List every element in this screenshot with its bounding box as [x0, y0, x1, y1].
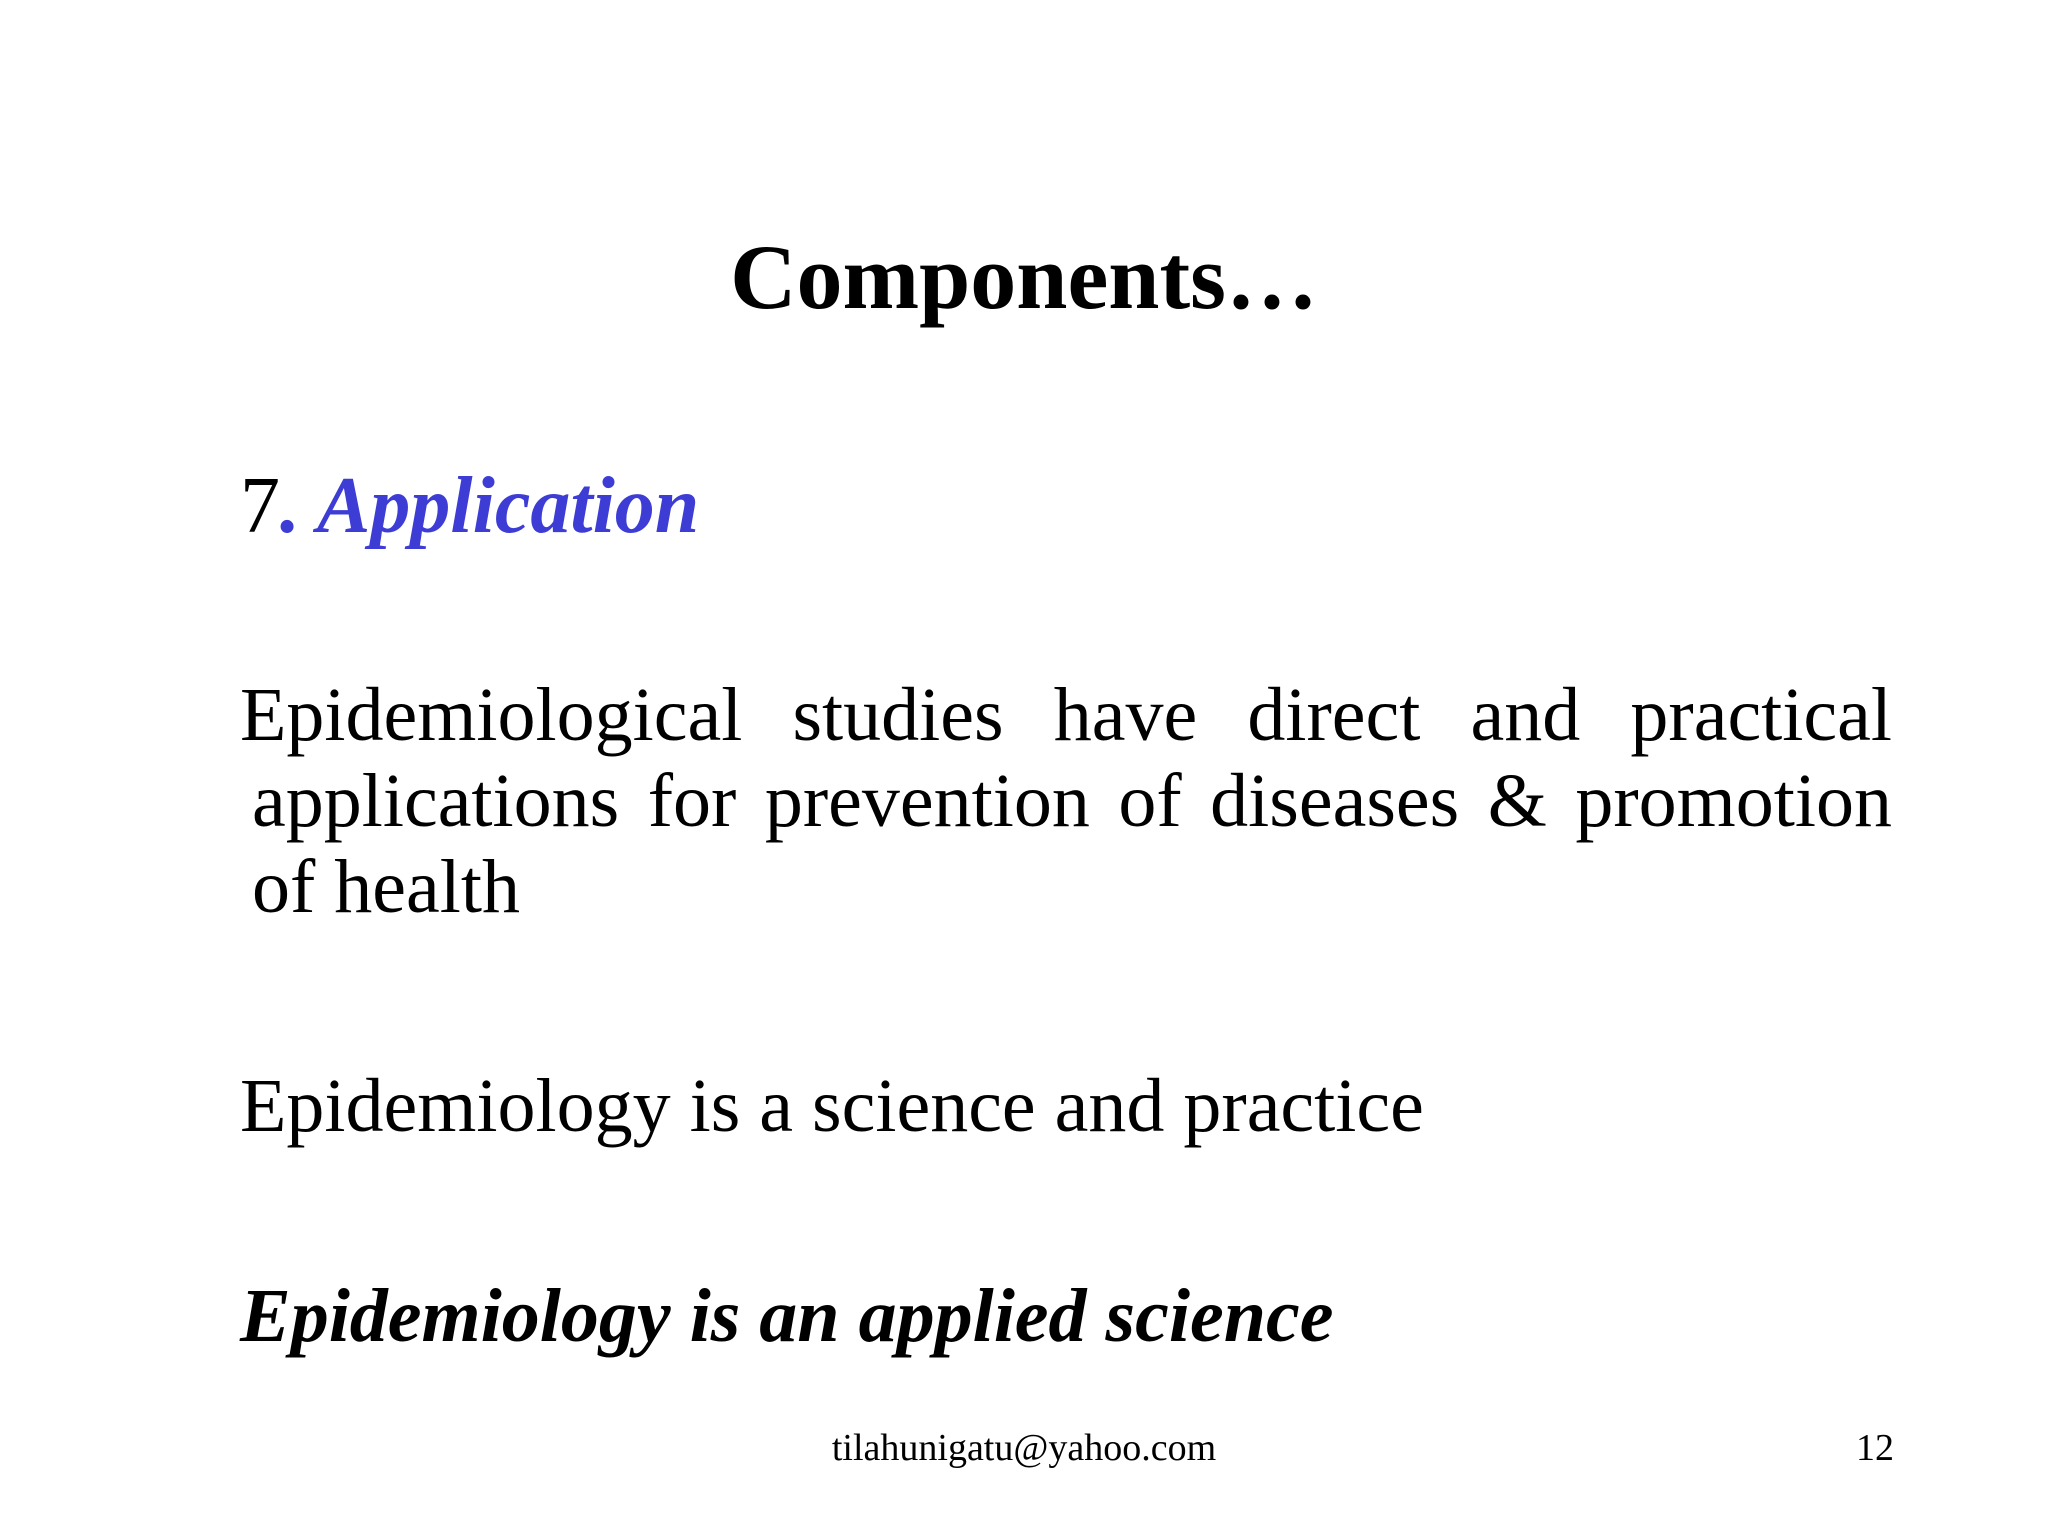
section-heading [240, 458, 699, 554]
paragraph-line-1: Epidemiological studies have direct and practical [240, 673, 1892, 757]
application-paragraph [240, 672, 1892, 930]
section-label: Application [317, 462, 700, 550]
page-number: 12 [1856, 1427, 1894, 1469]
statement-applied-science: Epidemiology is an applied science [240, 1274, 1334, 1358]
slide-title: Components… [730, 226, 1318, 328]
footer-email: tilahunigatu@yahoo.com [831, 1427, 1217, 1469]
statement-science-practice: Epidemiology is a science and practice [240, 1064, 1424, 1148]
section-separator: . [280, 462, 318, 550]
section-number: 7 [240, 462, 280, 550]
paragraph-continuation: applications for prevention of diseases & promotion of health [252, 759, 1892, 929]
